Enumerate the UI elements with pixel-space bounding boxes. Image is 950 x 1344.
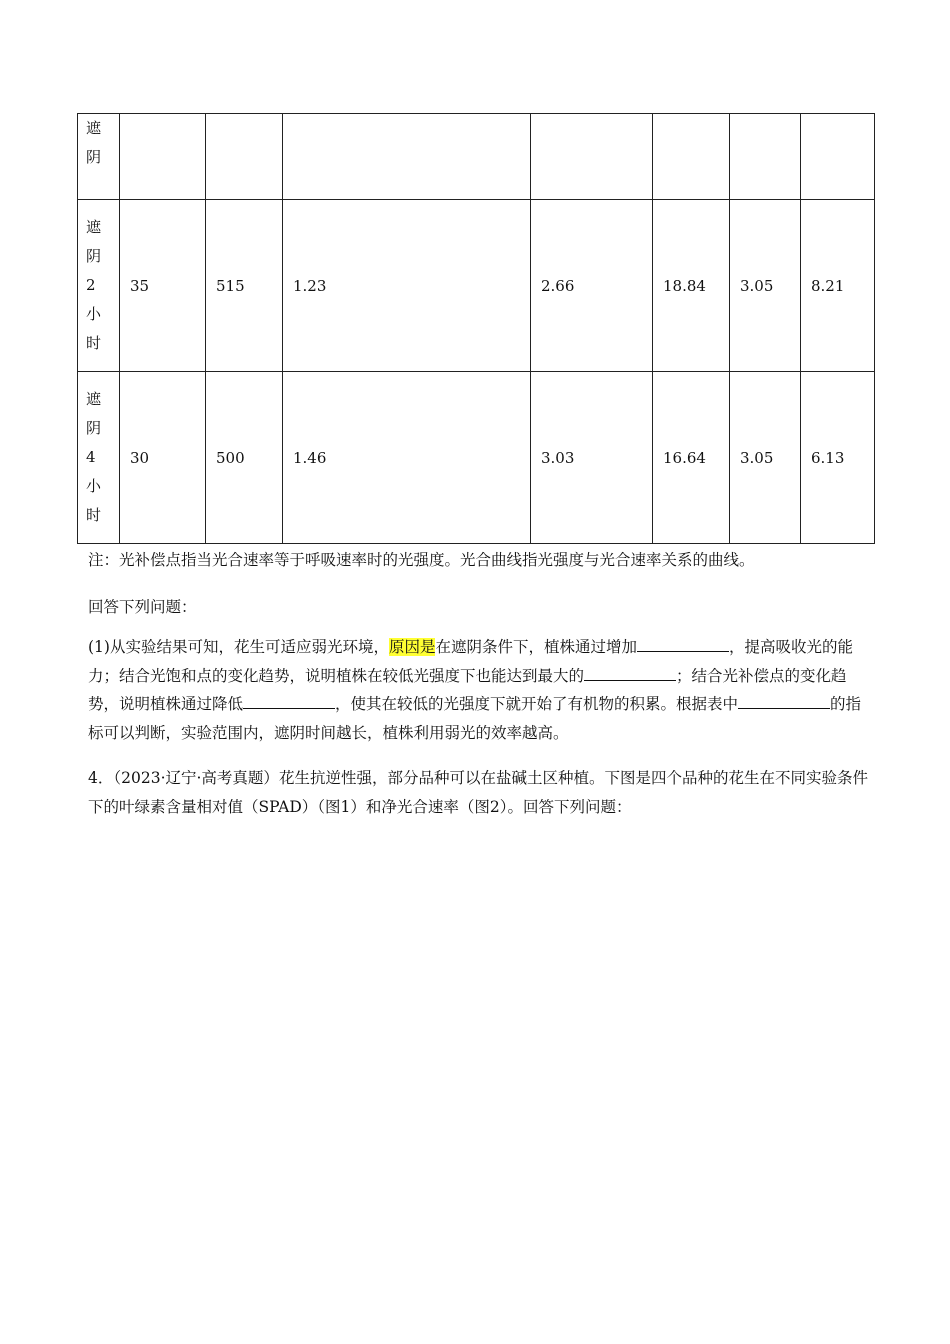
table-cell — [730, 114, 801, 200]
table-cell: 16.64 — [653, 372, 730, 544]
table-note: 注：光补偿点指当光合速率等于呼吸速率时的光强度。光合曲线指光强度与光合速率关系的曲线。 — [88, 551, 755, 569]
data-table — [77, 113, 875, 544]
table-cell: 2.66 — [531, 200, 653, 372]
table-cell: 3.03 — [531, 372, 653, 544]
table-row — [78, 372, 875, 544]
table-cell — [283, 114, 531, 200]
answer-blank[interactable] — [584, 662, 676, 681]
table-cell: 500 — [206, 372, 283, 544]
table-cell — [206, 114, 283, 200]
instruction-text: 回答下列问题： — [88, 598, 197, 616]
table-cell — [531, 114, 653, 200]
table-cell — [120, 114, 206, 200]
table-cell: 1.46 — [283, 372, 531, 544]
table-row — [78, 200, 875, 372]
table-cell: 8.21 — [801, 200, 875, 372]
answer-blank[interactable] — [243, 690, 335, 709]
table-cell: 18.84 — [653, 200, 730, 372]
table-cell: 3.05 — [730, 372, 801, 544]
table-cell: 35 — [120, 200, 206, 372]
table-cell — [801, 114, 875, 200]
question-source: （2023·辽宁·高考真题） — [113, 769, 279, 787]
highlighted-text: 原因是 — [388, 638, 436, 656]
row-label: 遮 阴 — [78, 114, 120, 200]
table-cell — [653, 114, 730, 200]
answer-blank[interactable] — [738, 690, 830, 709]
table-cell: 3.05 — [730, 200, 801, 372]
table-row — [78, 114, 875, 200]
table-cell: 515 — [206, 200, 283, 372]
answer-blank[interactable] — [637, 633, 729, 652]
row-label: 遮 阴 4 小 时 — [78, 372, 120, 544]
question-number: 4． — [88, 769, 114, 787]
table-cell: 30 — [120, 372, 206, 544]
row-label: 遮 阴 2 小 时 — [78, 200, 120, 372]
table-cell: 1.23 — [283, 200, 531, 372]
question-4: 4．（2023·辽宁·高考真题）花生抗逆性强，部分品种可以在盐碱土区种植。下图是四个品种的花生在不同实验条件下的叶绿素含量相对值（SPAD）（图1）和净光合速率（图2）。回答下列问题： — [88, 769, 868, 816]
question-1: (1)从实验结果可知，花生可适应弱光环境，原因是在遮阴条件下，植株通过增加 ，提高吸收光的能力；结合光饱和点的变化趋势，说明植株在较低光强度下也能达到最大的 ；结合光补偿点的变化趋势，说明植株通过降低 ，使其在较低的光强度下就开始了有机物的积累。根据表中 的指标可以判断，实验范围内，遮阴时间越长，植株利用弱光的效率越高。 — [88, 633, 868, 747]
table-cell: 6.13 — [801, 372, 875, 544]
